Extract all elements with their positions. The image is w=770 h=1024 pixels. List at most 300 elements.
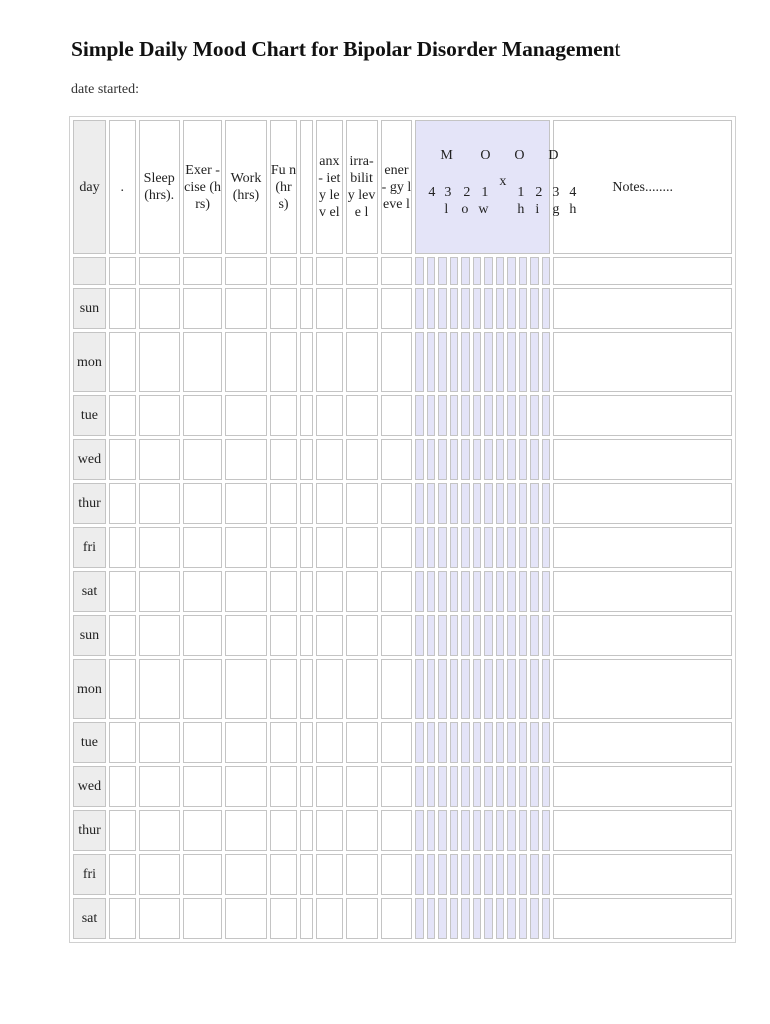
entry-cell[interactable] bbox=[381, 898, 413, 939]
entry-cell[interactable] bbox=[270, 332, 298, 392]
mood-cell[interactable] bbox=[415, 722, 424, 763]
mood-cell[interactable] bbox=[427, 527, 436, 568]
mood-cell[interactable] bbox=[450, 810, 459, 851]
mood-cell[interactable] bbox=[415, 898, 424, 939]
entry-cell[interactable] bbox=[300, 810, 313, 851]
mood-cell[interactable] bbox=[450, 898, 459, 939]
mood-cell[interactable] bbox=[542, 527, 551, 568]
mood-cell[interactable] bbox=[450, 483, 459, 524]
entry-cell[interactable] bbox=[316, 722, 343, 763]
entry-cell[interactable] bbox=[346, 722, 378, 763]
mood-cell[interactable] bbox=[496, 898, 505, 939]
entry-cell[interactable] bbox=[270, 854, 298, 895]
entry-cell[interactable] bbox=[139, 527, 180, 568]
entry-cell[interactable] bbox=[109, 854, 136, 895]
mood-cell[interactable] bbox=[438, 854, 447, 895]
mood-cell[interactable] bbox=[519, 483, 528, 524]
entry-cell[interactable] bbox=[270, 483, 298, 524]
entry-cell[interactable] bbox=[381, 395, 413, 436]
mood-cell[interactable] bbox=[450, 571, 459, 612]
entry-cell[interactable] bbox=[300, 571, 313, 612]
notes-cell[interactable] bbox=[553, 854, 732, 895]
entry-cell[interactable] bbox=[381, 288, 413, 329]
mood-cell[interactable] bbox=[484, 854, 493, 895]
entry-cell[interactable] bbox=[109, 659, 136, 719]
mood-cell[interactable] bbox=[450, 395, 459, 436]
mood-cell[interactable] bbox=[519, 615, 528, 656]
mood-cell[interactable] bbox=[427, 854, 436, 895]
entry-cell[interactable] bbox=[139, 854, 180, 895]
mood-cell[interactable] bbox=[542, 766, 551, 807]
mood-cell[interactable] bbox=[507, 439, 516, 480]
mood-cell[interactable] bbox=[438, 766, 447, 807]
entry-cell[interactable] bbox=[270, 615, 298, 656]
entry-cell[interactable] bbox=[316, 332, 343, 392]
mood-cell[interactable] bbox=[450, 615, 459, 656]
mood-cell[interactable] bbox=[530, 527, 539, 568]
mood-cell[interactable] bbox=[484, 659, 493, 719]
mood-cell[interactable] bbox=[461, 898, 470, 939]
mood-cell[interactable] bbox=[450, 722, 459, 763]
entry-cell[interactable] bbox=[225, 615, 266, 656]
mood-cell[interactable] bbox=[542, 288, 551, 329]
entry-cell[interactable] bbox=[139, 332, 180, 392]
mood-cell[interactable] bbox=[461, 332, 470, 392]
entry-cell[interactable] bbox=[109, 766, 136, 807]
mood-cell[interactable] bbox=[496, 395, 505, 436]
mood-cell[interactable] bbox=[484, 615, 493, 656]
mood-cell[interactable] bbox=[415, 439, 424, 480]
mood-cell[interactable] bbox=[438, 659, 447, 719]
mood-cell[interactable] bbox=[484, 332, 493, 392]
mood-cell[interactable] bbox=[461, 854, 470, 895]
entry-cell[interactable] bbox=[300, 483, 313, 524]
mood-cell[interactable] bbox=[496, 615, 505, 656]
mood-cell[interactable] bbox=[473, 810, 482, 851]
entry-cell[interactable] bbox=[225, 898, 266, 939]
entry-cell[interactable] bbox=[300, 439, 313, 480]
mood-cell[interactable] bbox=[507, 766, 516, 807]
entry-cell[interactable] bbox=[109, 722, 136, 763]
entry-cell[interactable] bbox=[381, 257, 413, 285]
mood-cell[interactable] bbox=[519, 722, 528, 763]
mood-cell[interactable] bbox=[415, 810, 424, 851]
entry-cell[interactable] bbox=[300, 288, 313, 329]
entry-cell[interactable] bbox=[316, 288, 343, 329]
mood-cell[interactable] bbox=[450, 854, 459, 895]
entry-cell[interactable] bbox=[381, 483, 413, 524]
mood-cell[interactable] bbox=[484, 571, 493, 612]
entry-cell[interactable] bbox=[183, 571, 222, 612]
mood-cell[interactable] bbox=[427, 810, 436, 851]
entry-cell[interactable] bbox=[346, 527, 378, 568]
mood-cell[interactable] bbox=[530, 722, 539, 763]
entry-cell[interactable] bbox=[300, 854, 313, 895]
entry-cell[interactable] bbox=[183, 854, 222, 895]
mood-cell[interactable] bbox=[519, 395, 528, 436]
mood-cell[interactable] bbox=[415, 615, 424, 656]
entry-cell[interactable] bbox=[270, 659, 298, 719]
mood-cell[interactable] bbox=[542, 722, 551, 763]
mood-cell[interactable] bbox=[415, 288, 424, 329]
mood-cell[interactable] bbox=[507, 810, 516, 851]
entry-cell[interactable] bbox=[183, 257, 222, 285]
mood-cell[interactable] bbox=[461, 766, 470, 807]
mood-cell[interactable] bbox=[530, 257, 539, 285]
entry-cell[interactable] bbox=[183, 527, 222, 568]
mood-cell[interactable] bbox=[438, 395, 447, 436]
entry-cell[interactable] bbox=[225, 483, 266, 524]
mood-cell[interactable] bbox=[507, 615, 516, 656]
mood-cell[interactable] bbox=[473, 483, 482, 524]
mood-cell[interactable] bbox=[519, 257, 528, 285]
mood-cell[interactable] bbox=[450, 527, 459, 568]
mood-cell[interactable] bbox=[507, 659, 516, 719]
mood-cell[interactable] bbox=[438, 810, 447, 851]
mood-cell[interactable] bbox=[438, 332, 447, 392]
entry-cell[interactable] bbox=[300, 659, 313, 719]
entry-cell[interactable] bbox=[316, 615, 343, 656]
entry-cell[interactable] bbox=[139, 288, 180, 329]
notes-cell[interactable] bbox=[553, 766, 732, 807]
entry-cell[interactable] bbox=[109, 257, 136, 285]
mood-cell[interactable] bbox=[461, 288, 470, 329]
entry-cell[interactable] bbox=[316, 527, 343, 568]
entry-cell[interactable] bbox=[183, 615, 222, 656]
mood-cell[interactable] bbox=[530, 288, 539, 329]
mood-cell[interactable] bbox=[427, 483, 436, 524]
mood-cell[interactable] bbox=[473, 288, 482, 329]
entry-cell[interactable] bbox=[381, 615, 413, 656]
mood-cell[interactable] bbox=[542, 257, 551, 285]
entry-cell[interactable] bbox=[316, 257, 343, 285]
mood-cell[interactable] bbox=[415, 483, 424, 524]
mood-cell[interactable] bbox=[496, 766, 505, 807]
mood-cell[interactable] bbox=[484, 288, 493, 329]
notes-cell[interactable] bbox=[553, 810, 732, 851]
mood-cell[interactable] bbox=[530, 898, 539, 939]
mood-cell[interactable] bbox=[415, 332, 424, 392]
notes-cell[interactable] bbox=[553, 527, 732, 568]
mood-cell[interactable] bbox=[415, 854, 424, 895]
notes-cell[interactable] bbox=[553, 439, 732, 480]
entry-cell[interactable] bbox=[346, 766, 378, 807]
entry-cell[interactable] bbox=[300, 615, 313, 656]
mood-cell[interactable] bbox=[542, 659, 551, 719]
entry-cell[interactable] bbox=[183, 439, 222, 480]
entry-cell[interactable] bbox=[381, 332, 413, 392]
mood-cell[interactable] bbox=[427, 659, 436, 719]
mood-cell[interactable] bbox=[519, 898, 528, 939]
mood-cell[interactable] bbox=[427, 898, 436, 939]
entry-cell[interactable] bbox=[183, 288, 222, 329]
entry-cell[interactable] bbox=[270, 571, 298, 612]
entry-cell[interactable] bbox=[346, 898, 378, 939]
mood-cell[interactable] bbox=[507, 571, 516, 612]
mood-cell[interactable] bbox=[542, 332, 551, 392]
entry-cell[interactable] bbox=[225, 571, 266, 612]
mood-cell[interactable] bbox=[473, 439, 482, 480]
entry-cell[interactable] bbox=[109, 810, 136, 851]
entry-cell[interactable] bbox=[139, 571, 180, 612]
mood-cell[interactable] bbox=[542, 898, 551, 939]
mood-cell[interactable] bbox=[438, 439, 447, 480]
entry-cell[interactable] bbox=[183, 898, 222, 939]
mood-cell[interactable] bbox=[461, 571, 470, 612]
mood-cell[interactable] bbox=[507, 527, 516, 568]
mood-cell[interactable] bbox=[519, 288, 528, 329]
entry-cell[interactable] bbox=[225, 257, 266, 285]
mood-cell[interactable] bbox=[542, 395, 551, 436]
mood-cell[interactable] bbox=[427, 332, 436, 392]
mood-cell[interactable] bbox=[427, 288, 436, 329]
mood-cell[interactable] bbox=[496, 810, 505, 851]
entry-cell[interactable] bbox=[139, 659, 180, 719]
mood-cell[interactable] bbox=[496, 854, 505, 895]
entry-cell[interactable] bbox=[139, 898, 180, 939]
entry-cell[interactable] bbox=[225, 288, 266, 329]
mood-cell[interactable] bbox=[542, 571, 551, 612]
mood-cell[interactable] bbox=[450, 332, 459, 392]
entry-cell[interactable] bbox=[183, 395, 222, 436]
mood-cell[interactable] bbox=[438, 483, 447, 524]
entry-cell[interactable] bbox=[381, 659, 413, 719]
mood-cell[interactable] bbox=[461, 722, 470, 763]
mood-cell[interactable] bbox=[542, 615, 551, 656]
mood-cell[interactable] bbox=[507, 395, 516, 436]
entry-cell[interactable] bbox=[316, 854, 343, 895]
mood-cell[interactable] bbox=[427, 571, 436, 612]
entry-cell[interactable] bbox=[381, 854, 413, 895]
mood-cell[interactable] bbox=[507, 854, 516, 895]
entry-cell[interactable] bbox=[183, 659, 222, 719]
mood-cell[interactable] bbox=[415, 659, 424, 719]
mood-cell[interactable] bbox=[530, 395, 539, 436]
entry-cell[interactable] bbox=[270, 810, 298, 851]
entry-cell[interactable] bbox=[225, 810, 266, 851]
entry-cell[interactable] bbox=[270, 722, 298, 763]
mood-cell[interactable] bbox=[473, 395, 482, 436]
mood-cell[interactable] bbox=[496, 527, 505, 568]
mood-cell[interactable] bbox=[427, 615, 436, 656]
entry-cell[interactable] bbox=[225, 854, 266, 895]
entry-cell[interactable] bbox=[346, 332, 378, 392]
entry-cell[interactable] bbox=[270, 257, 298, 285]
mood-cell[interactable] bbox=[473, 332, 482, 392]
entry-cell[interactable] bbox=[270, 766, 298, 807]
mood-cell[interactable] bbox=[519, 527, 528, 568]
mood-cell[interactable] bbox=[438, 571, 447, 612]
mood-cell[interactable] bbox=[450, 439, 459, 480]
mood-cell[interactable] bbox=[530, 571, 539, 612]
entry-cell[interactable] bbox=[139, 483, 180, 524]
entry-cell[interactable] bbox=[225, 395, 266, 436]
mood-cell[interactable] bbox=[473, 257, 482, 285]
entry-cell[interactable] bbox=[381, 439, 413, 480]
mood-cell[interactable] bbox=[461, 810, 470, 851]
mood-cell[interactable] bbox=[507, 257, 516, 285]
mood-cell[interactable] bbox=[473, 898, 482, 939]
mood-cell[interactable] bbox=[507, 898, 516, 939]
mood-cell[interactable] bbox=[542, 439, 551, 480]
entry-cell[interactable] bbox=[270, 288, 298, 329]
entry-cell[interactable] bbox=[109, 898, 136, 939]
entry-cell[interactable] bbox=[346, 659, 378, 719]
entry-cell[interactable] bbox=[300, 332, 313, 392]
entry-cell[interactable] bbox=[109, 615, 136, 656]
mood-cell[interactable] bbox=[507, 332, 516, 392]
entry-cell[interactable] bbox=[270, 439, 298, 480]
mood-cell[interactable] bbox=[530, 766, 539, 807]
mood-cell[interactable] bbox=[496, 659, 505, 719]
entry-cell[interactable] bbox=[139, 810, 180, 851]
mood-cell[interactable] bbox=[507, 483, 516, 524]
mood-cell[interactable] bbox=[519, 571, 528, 612]
mood-cell[interactable] bbox=[415, 257, 424, 285]
mood-cell[interactable] bbox=[519, 810, 528, 851]
mood-cell[interactable] bbox=[542, 810, 551, 851]
mood-cell[interactable] bbox=[438, 527, 447, 568]
entry-cell[interactable] bbox=[300, 722, 313, 763]
mood-cell[interactable] bbox=[473, 766, 482, 807]
mood-cell[interactable] bbox=[427, 439, 436, 480]
mood-cell[interactable] bbox=[427, 722, 436, 763]
entry-cell[interactable] bbox=[225, 722, 266, 763]
entry-cell[interactable] bbox=[300, 898, 313, 939]
mood-cell[interactable] bbox=[484, 766, 493, 807]
entry-cell[interactable] bbox=[316, 659, 343, 719]
mood-cell[interactable] bbox=[484, 810, 493, 851]
mood-cell[interactable] bbox=[542, 854, 551, 895]
entry-cell[interactable] bbox=[183, 332, 222, 392]
mood-cell[interactable] bbox=[507, 288, 516, 329]
mood-cell[interactable] bbox=[496, 483, 505, 524]
mood-cell[interactable] bbox=[450, 288, 459, 329]
mood-cell[interactable] bbox=[496, 257, 505, 285]
mood-cell[interactable] bbox=[519, 659, 528, 719]
mood-cell[interactable] bbox=[427, 257, 436, 285]
entry-cell[interactable] bbox=[381, 810, 413, 851]
notes-cell[interactable] bbox=[553, 722, 732, 763]
entry-cell[interactable] bbox=[109, 527, 136, 568]
entry-cell[interactable] bbox=[300, 766, 313, 807]
notes-cell[interactable] bbox=[553, 659, 732, 719]
mood-cell[interactable] bbox=[473, 527, 482, 568]
entry-cell[interactable] bbox=[270, 898, 298, 939]
entry-cell[interactable] bbox=[316, 810, 343, 851]
mood-cell[interactable] bbox=[461, 483, 470, 524]
entry-cell[interactable] bbox=[270, 395, 298, 436]
mood-cell[interactable] bbox=[450, 766, 459, 807]
entry-cell[interactable] bbox=[139, 439, 180, 480]
mood-cell[interactable] bbox=[415, 571, 424, 612]
entry-cell[interactable] bbox=[300, 527, 313, 568]
mood-cell[interactable] bbox=[415, 766, 424, 807]
mood-cell[interactable] bbox=[496, 571, 505, 612]
mood-cell[interactable] bbox=[530, 659, 539, 719]
entry-cell[interactable] bbox=[316, 483, 343, 524]
mood-cell[interactable] bbox=[461, 257, 470, 285]
mood-cell[interactable] bbox=[473, 615, 482, 656]
notes-cell[interactable] bbox=[553, 288, 732, 329]
entry-cell[interactable] bbox=[183, 722, 222, 763]
mood-cell[interactable] bbox=[530, 854, 539, 895]
mood-cell[interactable] bbox=[461, 659, 470, 719]
mood-cell[interactable] bbox=[530, 810, 539, 851]
mood-cell[interactable] bbox=[438, 615, 447, 656]
entry-cell[interactable] bbox=[139, 257, 180, 285]
entry-cell[interactable] bbox=[346, 483, 378, 524]
mood-cell[interactable] bbox=[530, 439, 539, 480]
mood-cell[interactable] bbox=[496, 439, 505, 480]
entry-cell[interactable] bbox=[109, 439, 136, 480]
entry-cell[interactable] bbox=[300, 257, 313, 285]
entry-cell[interactable] bbox=[346, 810, 378, 851]
notes-cell[interactable] bbox=[553, 898, 732, 939]
mood-cell[interactable] bbox=[519, 332, 528, 392]
entry-cell[interactable] bbox=[316, 571, 343, 612]
mood-cell[interactable] bbox=[484, 722, 493, 763]
entry-cell[interactable] bbox=[225, 332, 266, 392]
mood-cell[interactable] bbox=[530, 483, 539, 524]
mood-cell[interactable] bbox=[473, 722, 482, 763]
entry-cell[interactable] bbox=[381, 766, 413, 807]
mood-cell[interactable] bbox=[473, 659, 482, 719]
entry-cell[interactable] bbox=[183, 810, 222, 851]
notes-cell[interactable] bbox=[553, 332, 732, 392]
mood-cell[interactable] bbox=[415, 395, 424, 436]
mood-cell[interactable] bbox=[438, 257, 447, 285]
notes-cell[interactable] bbox=[553, 615, 732, 656]
entry-cell[interactable] bbox=[183, 483, 222, 524]
entry-cell[interactable] bbox=[346, 395, 378, 436]
entry-cell[interactable] bbox=[381, 571, 413, 612]
mood-cell[interactable] bbox=[473, 571, 482, 612]
entry-cell[interactable] bbox=[270, 527, 298, 568]
entry-cell[interactable] bbox=[225, 439, 266, 480]
mood-cell[interactable] bbox=[461, 439, 470, 480]
entry-cell[interactable] bbox=[316, 766, 343, 807]
entry-cell[interactable] bbox=[139, 395, 180, 436]
entry-cell[interactable] bbox=[346, 571, 378, 612]
entry-cell[interactable] bbox=[225, 527, 266, 568]
entry-cell[interactable] bbox=[316, 439, 343, 480]
entry-cell[interactable] bbox=[109, 571, 136, 612]
notes-cell[interactable] bbox=[553, 571, 732, 612]
mood-cell[interactable] bbox=[519, 854, 528, 895]
mood-cell[interactable] bbox=[484, 527, 493, 568]
mood-cell[interactable] bbox=[415, 527, 424, 568]
entry-cell[interactable] bbox=[381, 722, 413, 763]
mood-cell[interactable] bbox=[461, 527, 470, 568]
entry-cell[interactable] bbox=[139, 722, 180, 763]
entry-cell[interactable] bbox=[109, 288, 136, 329]
mood-cell[interactable] bbox=[496, 288, 505, 329]
entry-cell[interactable] bbox=[225, 659, 266, 719]
mood-cell[interactable] bbox=[496, 332, 505, 392]
mood-cell[interactable] bbox=[438, 722, 447, 763]
mood-cell[interactable] bbox=[542, 483, 551, 524]
mood-cell[interactable] bbox=[461, 395, 470, 436]
entry-cell[interactable] bbox=[346, 257, 378, 285]
mood-cell[interactable] bbox=[496, 722, 505, 763]
mood-cell[interactable] bbox=[530, 615, 539, 656]
mood-cell[interactable] bbox=[519, 439, 528, 480]
mood-cell[interactable] bbox=[473, 854, 482, 895]
entry-cell[interactable] bbox=[316, 898, 343, 939]
mood-cell[interactable] bbox=[438, 898, 447, 939]
mood-cell[interactable] bbox=[519, 766, 528, 807]
